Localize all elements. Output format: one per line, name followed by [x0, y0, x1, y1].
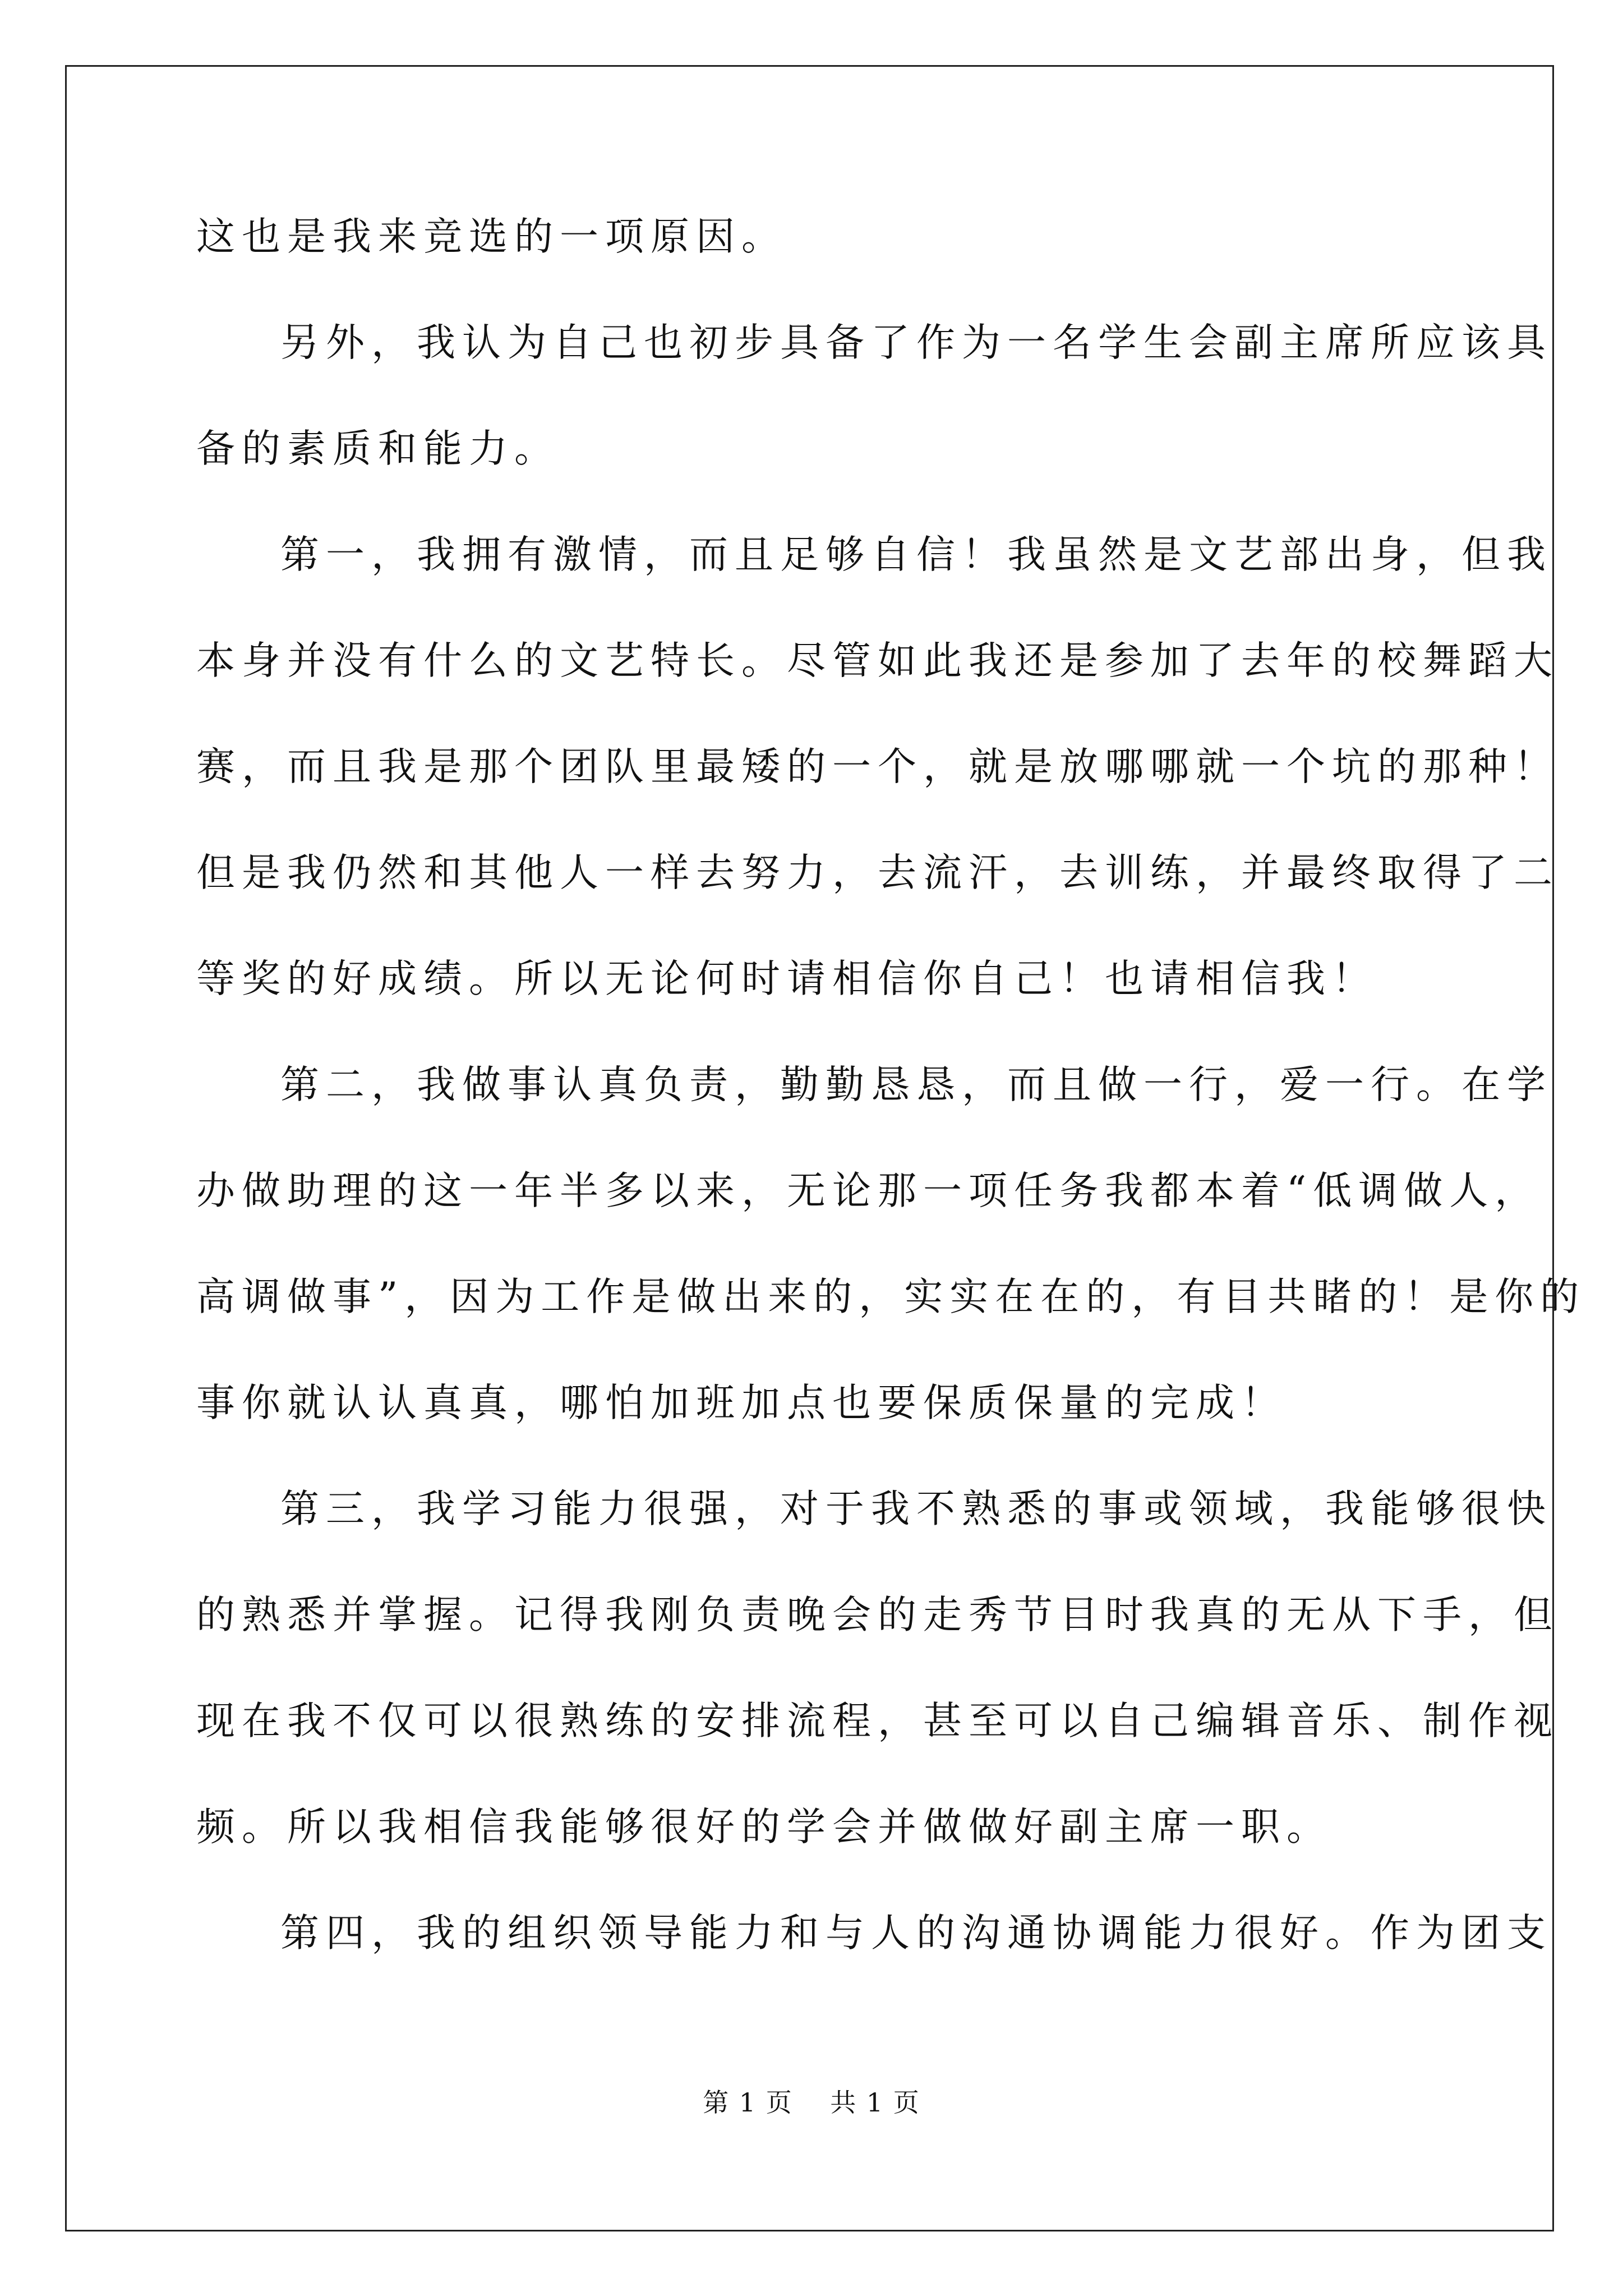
text-line: 备的素质和能力。	[196, 426, 560, 471]
text-line: 频。所以我相信我能够很好的学会并做做好副主席一职。	[196, 1805, 1332, 1849]
text-line: 但是我仍然和其他人一样去努力，去流汗，去训练，并最终取得了二	[196, 850, 1559, 895]
document-body	[196, 213, 1586, 1957]
text-line: 另外，我认为自己也初步具备了作为一名学生会副主席所应该具	[280, 320, 1552, 365]
text-line: 第一，我拥有激情，而且足够自信！我虽然是文艺部出身，但我	[280, 532, 1552, 577]
text-line: 第四，我的组织领导能力和与人的沟通协调能力很好。作为团支	[280, 1911, 1552, 1955]
text-line: 赛，而且我是那个团队里最矮的一个，就是放哪哪就一个坑的那种！	[196, 744, 1559, 789]
text-line: 现在我不仅可以很熟练的安排流程，甚至可以自己编辑音乐、制作视	[196, 1699, 1559, 1743]
text-line: 本身并没有什么的文艺特长。尽管如此我还是参加了去年的校舞蹈大	[196, 638, 1559, 683]
text-line: 办做助理的这一年半多以来，无论那一项任务我都本着“低调做人，	[196, 1168, 1541, 1213]
text-line: 这也是我来竞选的一项原因。	[196, 214, 787, 259]
page-number: 第 1 页 共 1 页	[703, 2087, 920, 2118]
text-line: 第二，我做事认真负责，勤勤恳恳，而且做一行，爱一行。在学	[280, 1062, 1552, 1107]
text-line: 事你就认认真真，哪怕加班加点也要保质保量的完成！	[196, 1381, 1287, 1425]
text-line: 的熟悉并掌握。记得我刚负责晚会的走秀节目时我真的无从下手，但	[196, 1593, 1559, 1637]
text-line: 等奖的好成绩。所以无论何时请相信你自己！也请相信我！	[196, 956, 1377, 1001]
text-line: 高调做事”，因为工作是做出来的，实实在在的，有目共睹的！是你的	[196, 1274, 1586, 1319]
text-line: 第三，我学习能力很强，对于我不熟悉的事或领域，我能够很快	[280, 1487, 1552, 1531]
